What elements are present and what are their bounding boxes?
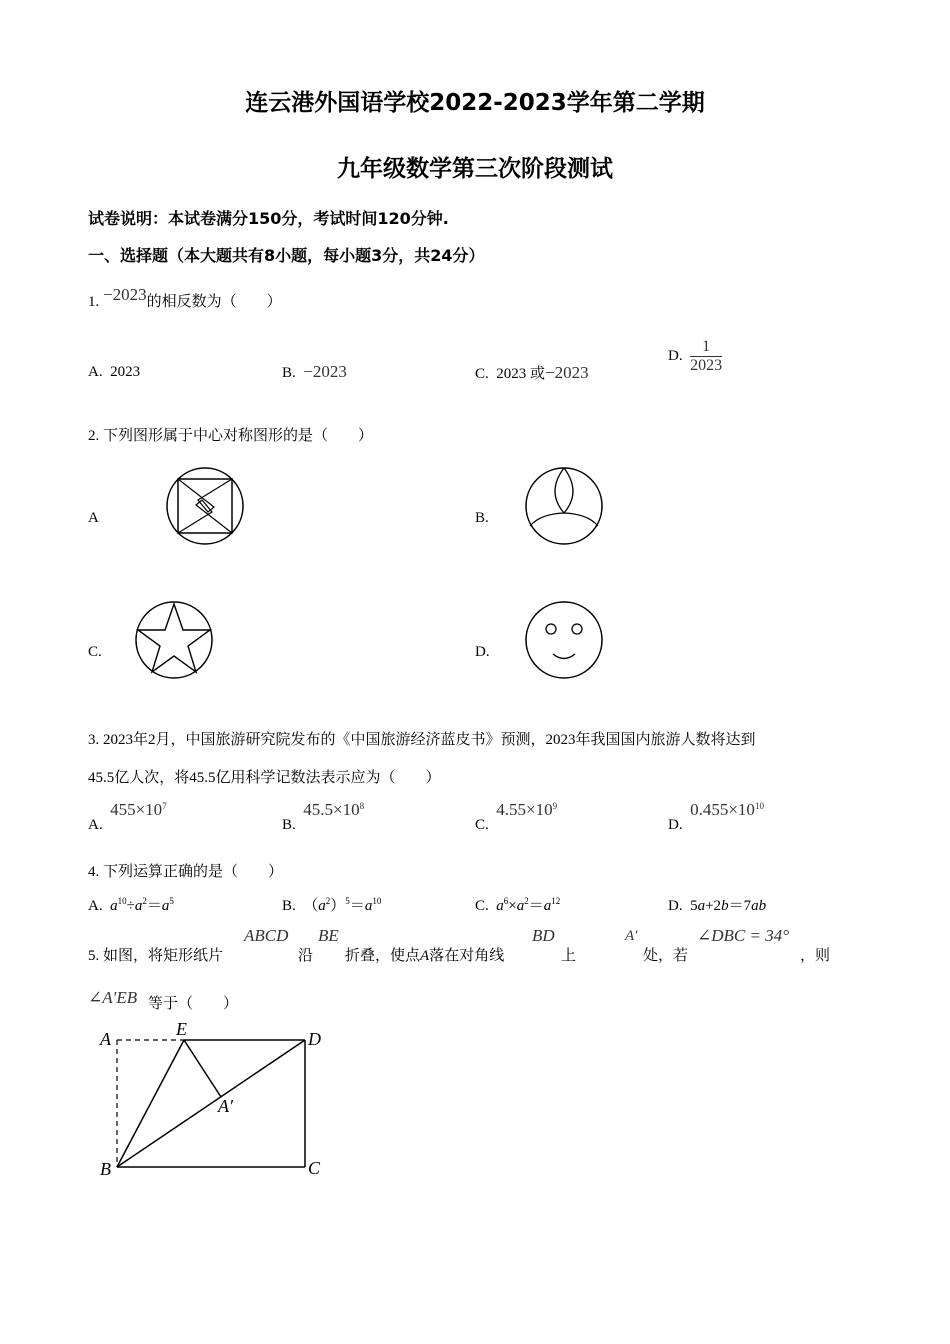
math-angle-dbc: ∠DBC = 34° bbox=[697, 926, 790, 945]
math-rect-abcd: ABCD bbox=[244, 926, 289, 945]
circle-shape bbox=[526, 468, 602, 544]
diagonal-bd bbox=[117, 1040, 305, 1167]
q4-option-b: B. $(a^2)^5=a^{10}$ bbox=[282, 896, 382, 914]
question-5-text: ，则 bbox=[800, 948, 831, 964]
square-shape bbox=[178, 479, 232, 533]
question-2-stem: 2. 下列图形属于中心对称图形的是（ ） bbox=[88, 428, 374, 444]
point-label-e: E bbox=[176, 1019, 187, 1039]
q4-option-c: C. $a^6\times a^2=a^{12}$ bbox=[475, 896, 561, 914]
option-label: C. bbox=[475, 898, 489, 914]
math-segment-be: BE bbox=[318, 926, 339, 945]
q2-option-b-label: B. bbox=[475, 510, 489, 526]
math-segment-bd: BD bbox=[532, 926, 555, 945]
question-4-stem: 4. 下列运算正确的是（ ） bbox=[88, 864, 284, 880]
q1-option-c bbox=[475, 362, 589, 383]
point-label-c: C bbox=[308, 1158, 321, 1178]
fold-line-be bbox=[117, 1040, 184, 1167]
segment-e-aprime bbox=[184, 1040, 221, 1097]
exam-instructions: 试卷说明：本试卷满分150分，考试时间120分钟. bbox=[88, 209, 449, 228]
question-5-text: 处，若 bbox=[643, 948, 689, 964]
q3-option-b bbox=[282, 800, 365, 833]
pinwheel-line bbox=[178, 479, 232, 512]
star-icon bbox=[138, 604, 210, 672]
question-5-text: 上 bbox=[561, 948, 577, 964]
option-value: 2023 bbox=[110, 364, 141, 380]
question-text: 的相反数为（ ） bbox=[146, 294, 282, 310]
question-3-stem-line1: 3. 2023年2月，中国旅游研究院发布的《中国旅游经济蓝皮书》预测，2023年我国国内旅游人数将达到 bbox=[88, 732, 756, 748]
question-5-text: 等于（ ） bbox=[148, 996, 239, 1012]
arc-petal bbox=[555, 468, 573, 513]
option-value: $4.55\times 10^9$ bbox=[496, 800, 558, 819]
option-value: $455\times 10^7$ bbox=[110, 800, 167, 819]
q2-option-d-label: D. bbox=[475, 644, 490, 660]
eye-shape bbox=[572, 624, 582, 634]
mouth-shape bbox=[553, 654, 575, 659]
section-heading-choice: 一、选择题（本大题共有8小题，每小题3分，共24分） bbox=[88, 246, 485, 265]
point-label-aprime: A′ bbox=[218, 1096, 233, 1116]
q3-option-d bbox=[668, 800, 764, 833]
q2-figure-a bbox=[160, 464, 250, 552]
pinwheel-line bbox=[178, 500, 232, 533]
fraction-denominator: 2023 bbox=[690, 357, 723, 374]
question-3-stem-line2: 45.5亿人次，将45.5亿用科学记数法表示应为（ ） bbox=[88, 770, 441, 786]
point-label-a: A bbox=[100, 1029, 111, 1049]
q2-option-c-label: C. bbox=[88, 644, 102, 660]
eye-shape bbox=[546, 624, 556, 634]
smiley-face-icon bbox=[526, 602, 602, 678]
option-label: A. bbox=[88, 364, 103, 380]
q2-figure-d bbox=[520, 598, 608, 686]
fraction bbox=[690, 338, 722, 375]
q4-option-d: D. 5a+2b＝7ab bbox=[668, 898, 767, 914]
option-value: −2023 bbox=[303, 362, 347, 381]
option-label: A. bbox=[88, 898, 103, 914]
math-point-aprime: A′ bbox=[625, 928, 638, 944]
option-label: D. bbox=[668, 817, 683, 833]
math-expression: −2023 bbox=[103, 285, 147, 304]
option-value: −2023 bbox=[545, 363, 589, 382]
q4-option-a: A. $a^{10}\div a^2=a^5$ bbox=[88, 896, 174, 914]
q2-figure-c bbox=[130, 598, 218, 686]
q2-option-a-label: A bbox=[88, 510, 99, 526]
question-1-stem bbox=[88, 285, 282, 311]
math-angle-aprime-eb: ∠A′EB bbox=[88, 988, 138, 1007]
option-value: $45.5\times 10^8$ bbox=[303, 800, 365, 819]
question-5-label: 5. 如图，将矩形纸片 bbox=[88, 948, 224, 964]
circle-shape bbox=[136, 602, 212, 678]
q1-option-d bbox=[668, 338, 722, 375]
q2-figure-b bbox=[520, 464, 608, 552]
option-value: $0.455\times 10^{10}$ bbox=[690, 800, 764, 819]
option-label: B. bbox=[282, 817, 296, 833]
option-label: C. bbox=[475, 366, 489, 382]
option-label: D. bbox=[668, 898, 683, 914]
question-number: 1. bbox=[88, 294, 100, 310]
option-label: A. bbox=[88, 817, 103, 833]
point-label-b: B bbox=[100, 1159, 111, 1179]
question-5-text: 折叠，使点A落在对角线 bbox=[345, 948, 505, 964]
option-text: 2023 或 bbox=[496, 366, 546, 382]
page-subtitle: 九年级数学第三次阶段测试 bbox=[337, 156, 613, 182]
arc-petal bbox=[564, 513, 598, 526]
option-label: C. bbox=[475, 817, 489, 833]
option-label: B. bbox=[282, 365, 296, 381]
fraction-numerator: 1 bbox=[690, 338, 722, 357]
option-label: B. bbox=[282, 898, 296, 914]
q3-option-c bbox=[475, 800, 558, 833]
page-title: 连云港外国语学校2022-2023学年第二学期 bbox=[245, 90, 705, 116]
q1-option-a bbox=[88, 364, 140, 381]
question-5-text: 沿 bbox=[298, 948, 314, 964]
arc-petal bbox=[530, 513, 564, 526]
q5-rectangle-fold-figure bbox=[90, 1015, 340, 1185]
q3-option-a bbox=[88, 800, 167, 833]
q1-option-b bbox=[282, 362, 347, 382]
option-label: D. bbox=[668, 347, 683, 364]
point-label-d: D bbox=[308, 1029, 321, 1049]
